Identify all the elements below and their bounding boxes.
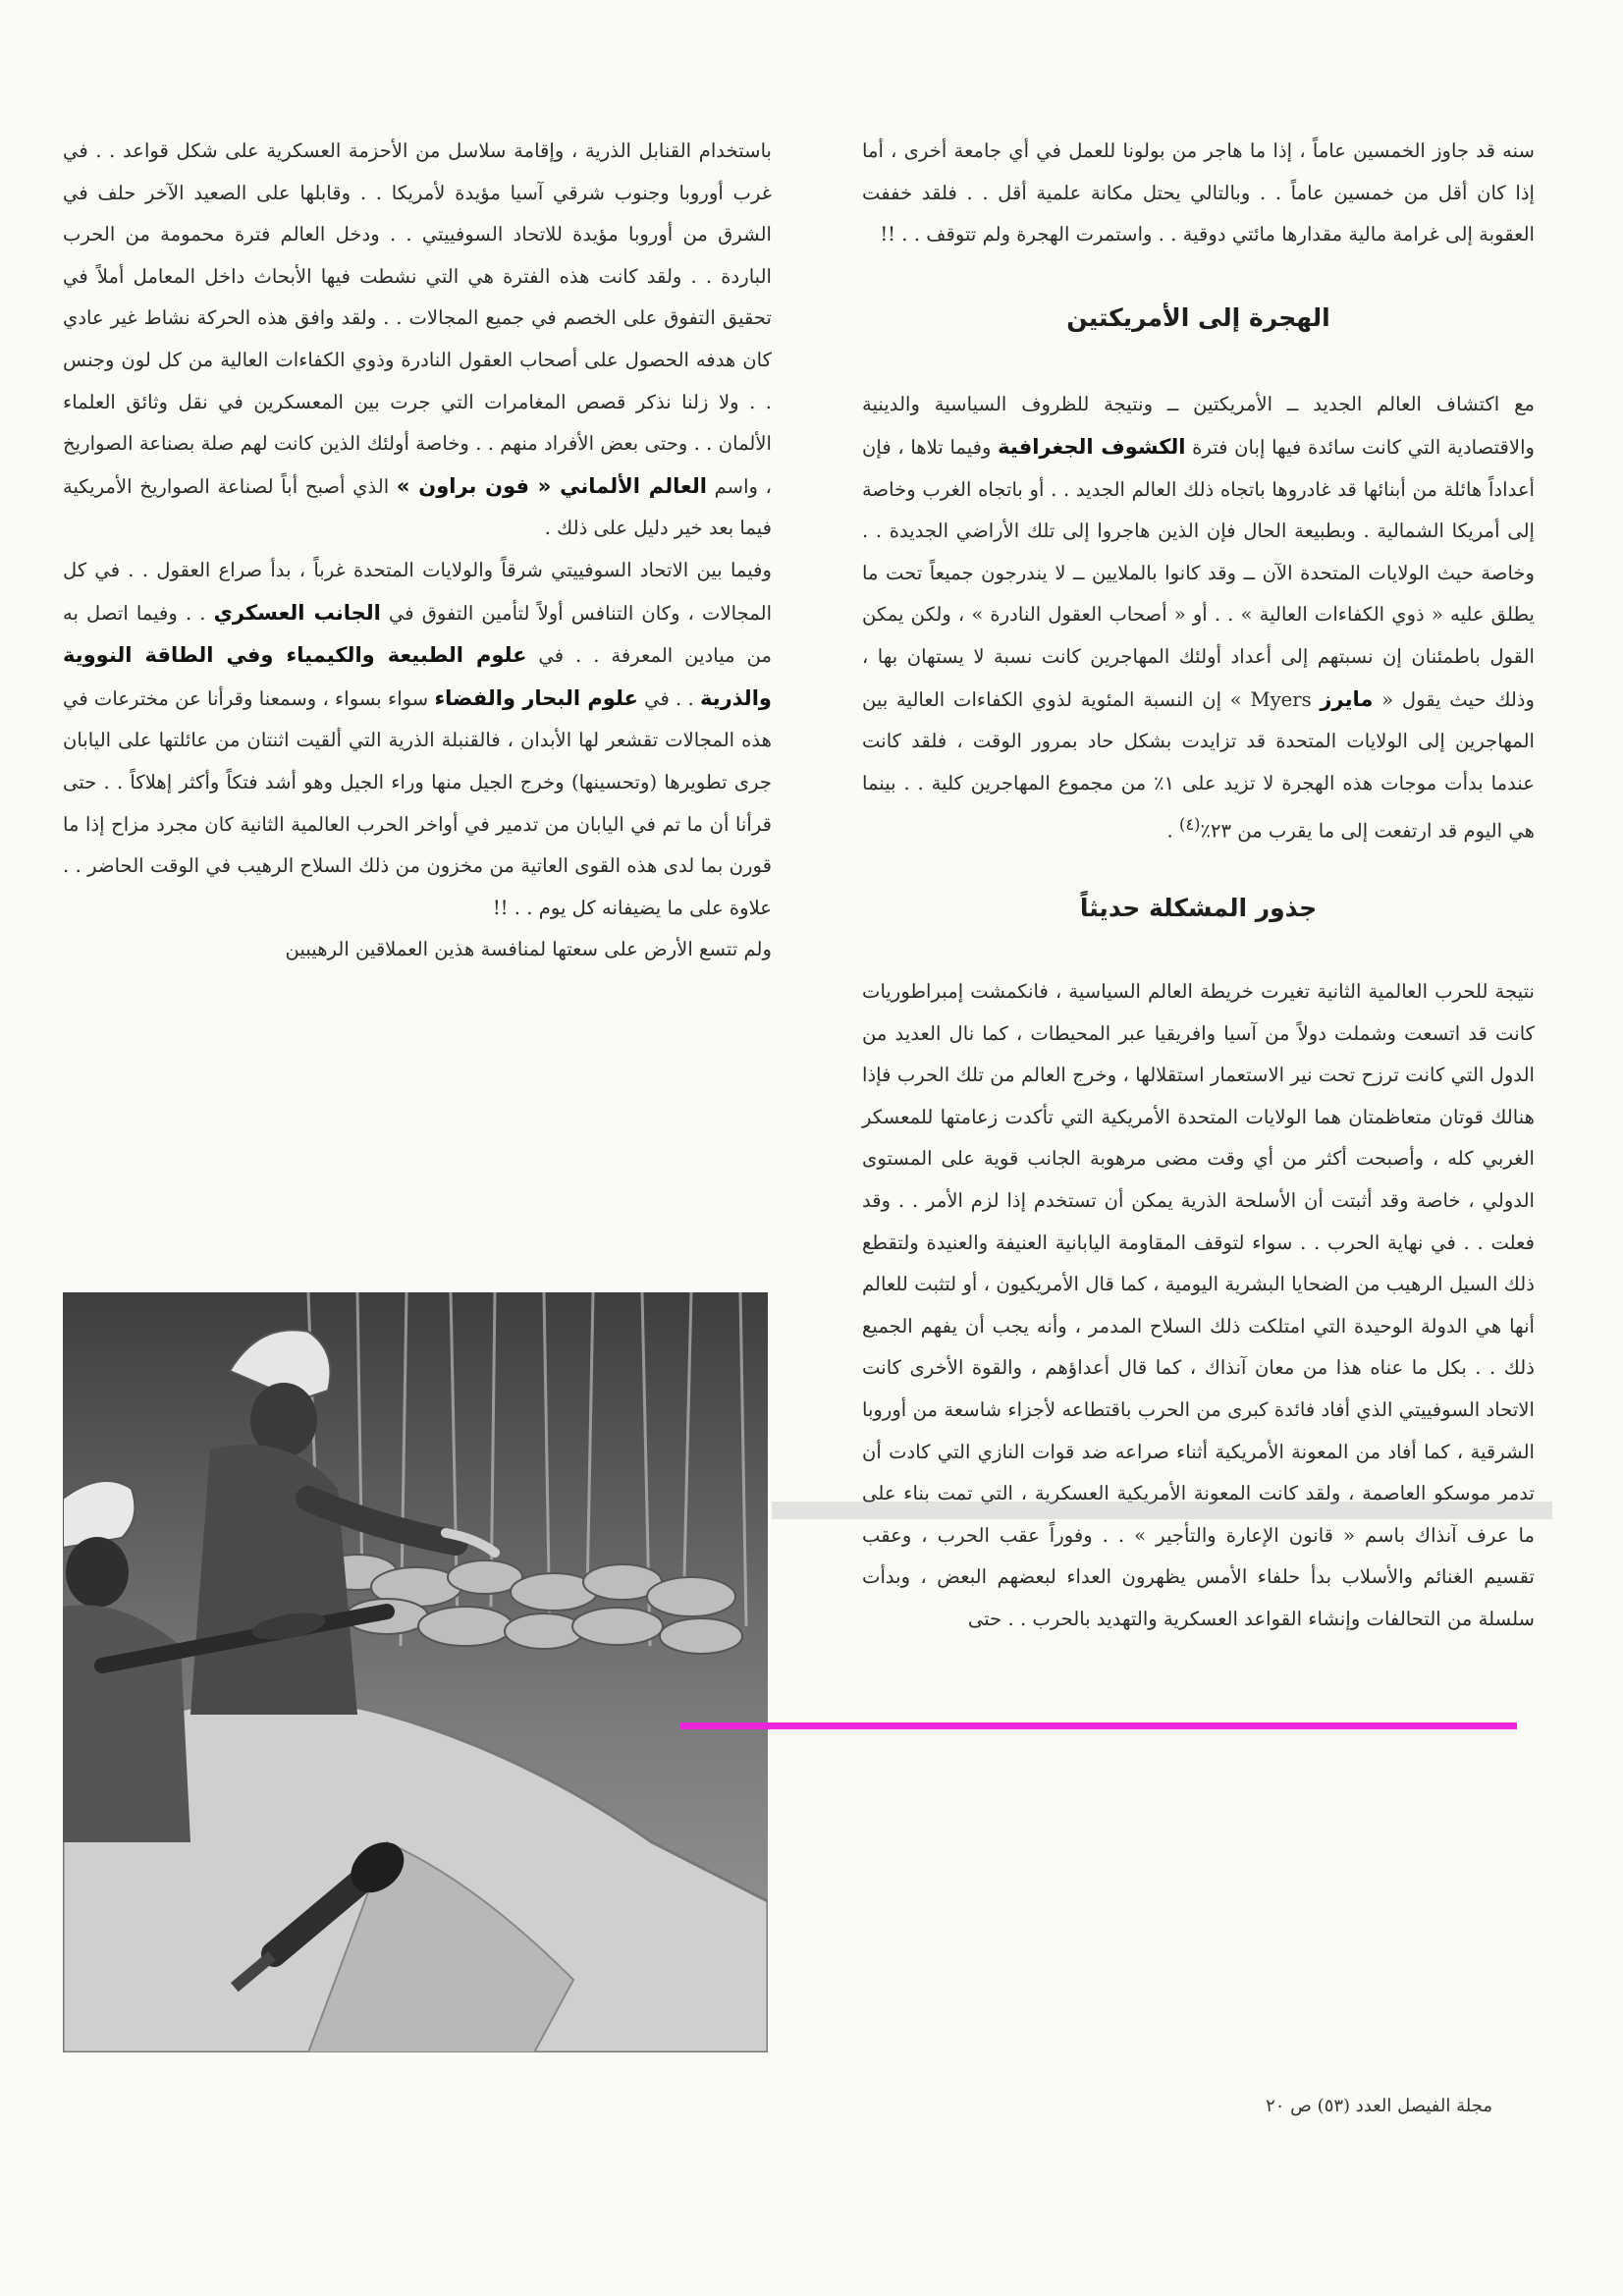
roots-paragraph: نتيجة للحرب العالمية الثانية تغيرت خريطة العالم السياسية ، فانكمشت إمبراطوريات كانت قد اتسعت وشملت دولاً من آسيا وافريقيا عبر المحيطات ، كما نال العديد من الدول التي كانت ترزح تحت نير الاستعمار استقلالها ، وخرج العالم من تلك الحرب فإذا هنالك قوتان متعاظمتان هما الولايات المتحدة الأمريكية التي تأكدت زعامتها للمعسكر الغربي كله ، وأصبحت أكثر من أي وقت مضى مرهوبة الجانب قوية على المستوى الدولي ، خاصة وقد أثبتت أن الأسلحة الذرية يمكن أن تستخدم إذا لزم الأمر . . وقد فعلت . . في نهاية الحرب . . سواء لتوقف المقاومة اليابانية العنيفة والعنيدة ولتقطع ذلك السيل الرهيب من الضحايا البشرية اليومية ، كما قال الأمريكيون ، أو لتثبت للعالم أنها هي الدولة الوحيدة التي امتلكت ذلك السلاح المدمر ، وأنه يجب أن يفهم الجميع ذلك . . بكل ما عناه هذا من معان آنذاك ، كما قال أعداؤهم ، والقوة الأخرى كانت الاتحاد السوفييتي الذي أفاد فائدة كبرى من الحرب باقتطاعه لأجزاء شاسعة من أوروبا الشرقية ، كما أفاد من المعونة الأمريكية أثناء صراعه ضد قوات النازي التي كادت أن تدمر موسكو العاصمة ، ولقد كانت المعونة الأمريكية العسكرية ، التي تمت بناء على ما عرف آنذاك باسم « قانون الإعارة والتأجير » . . وفوراً عقب الحرب ، وعقب تقسيم الغنائم والأسلاب بدأ حلفاء الأمس يظهرون العداء لبعضهم البعض ، وبدأت سلسلة من التحالفات وإنشاء القواعد العسكرية والتهديد بالحرب . . حتى — [862, 980, 1535, 1630]
soldiers-photo-drawing — [63, 1292, 768, 2052]
magenta-scan-line — [680, 1722, 1517, 1729]
section-heading-migration: الهجرة إلى الأمريكتين — [1066, 302, 1330, 332]
myers-bold: مايرز — [1320, 686, 1374, 711]
geographic-discoveries-bold: الكشوف الجغرافية — [998, 434, 1186, 459]
intro-paragraph: سنه قد جاوز الخمسين عاماً ، إذا ما هاجر من بولونا للعمل في أي جامعة أخرى ، أما إذا كان أقل من خمسين عاماً . . وبالتالي يحتل مكانة علمية أقل . . فلقد خففت العقوبة إلى غرامة مالية مقدارها مائتي دوقية . . واستمرت الهجرة ولم تتوقف . . !! — [862, 139, 1535, 246]
migration-text-a: مع اكتشاف العالم الجديد ــ الأمريكتين ــ ونتيجة للظروف السياسية والدينية والاقتصادية التي كانت سائدة فيها إبان فترة — [862, 393, 1535, 459]
right-text-column — [862, 131, 1535, 1641]
military-side-bold: الجانب العسكري — [213, 600, 381, 625]
section-heading-roots: جذور المشكلة حديثاً — [1079, 894, 1318, 923]
cold-war-paragraph — [63, 131, 772, 550]
brain-race-text-d: سواء بسواء ، وسمعنا وقرأنا عن مخترعات في هذه المجالات تقشعر لها الأبدان ، فالقنبلة الذرية التي ألقيت اثنتان من عائلتها على اليابان جرى تطويرها (وتحسينها) وخرج الجيل منها وراء الجيل وهو أشد فتكاً وأكثر إهلاكاً . . حتى قرأنا أن ما تم في اليابان من تدمير في أواخر الحرب العالمية الثانية كان مجرد مزاح إذا ما قورن بما لدى هذه القوى العاتية من مخزون من ذلك السلاح الرهيب في الوقت الحاضر . . علاوة على ما يضيفانه كل يوم . . !! — [63, 686, 772, 919]
giants-paragraph: ولم تتسع الأرض على سعتها لمنافسة هذين العملاقين الرهيبين — [285, 938, 772, 961]
migration-text-c: Myers » إن النسبة المئوية لذوي الكفاءات العالية بين المهاجرين إلى الولايات المتحدة قد تزايدت بشكل حاد بمرور الوقت ، فلقد كانت عندما بدأت موجات هذه الهجرة لا تزيد على ١٪ من مجموع المهاجرين كلية . . بينما هي اليوم قد ارتفعت إلى ما يقرب من ٢٣٪ — [862, 687, 1535, 843]
migration-text-b: وفيما تلاها ، فإن أعداداً هائلة من أبنائها قد غادروها باتجاه ذلك العالم الجديد . . أو باتجاه الغرب وخاصة إلى أمريكا الشمالية . وبطبيعة الحال فإن الذين هاجروا إلى تلك الأراضي الجديدة . . وخاصة حيث الولايات المتحدة الآن ــ وقد كانوا بالملايين ــ لا يندرجون جميعاً تحت ما يطلق عليه « ذوي الكفاءات العالية » . . أو « أصحاب العقول النادرة » ، ولكن يمكن القول باطمئنان إن نسبتهم إلى أعداد أولئك المهاجرين كانت نسبة لا يستهان بها ، وذلك حيث يقول « — [862, 435, 1535, 711]
brain-race-paragraph — [63, 550, 772, 929]
brain-race-text-a: وفيما بين الاتحاد السوفييتي شرقاً والولايات المتحدة غرباً ، بدأ صراع العقول . . في كل المجالات ، وكان التنافس أولاً لتأمين التفوق في — [63, 558, 773, 625]
cold-war-text-a: باستخدام القنابل الذرية ، وإقامة سلاسل من الأحزمة العسكرية على شكل قواعد . . في غرب أوروبا وجنوب شرقي آسيا مؤيدة لأمريكا . . وقابلها على الصعيد الآخر حلف في الشرق من أوروبا مؤيدة للاتحاد السوفييتي . . ودخل العالم فترة محمومة من الحرب الباردة . . ولقد كانت هذه الفترة هي التي نشطت فيها الأبحاث داخل المعامل أملاً في تحقيق التفوق على الخصم في جميع المجالات . . ولقد وافق هذه الحركة نشاط غير عادي كان هدفه الحصول على أصحاب العقول النادرة وذوي الكفاءات العالية من كل لون وجنس . . ولا زلنا نذكر قصص المغامرات التي جرت بين المعسكرين في نقل وثائق العلماء الألمان . . وحتى بعض الأفراد منهم . . وخاصة أولئك الذين كانت لهم صلة بصناعة الصواريخ ، واسم — [63, 139, 772, 498]
brain-race-text-c: . . في — [644, 686, 694, 710]
soldiers-photo — [63, 1292, 768, 2052]
brain-race-text-b: . . وفيما اتصل به من ميادين المعرفة . . في — [63, 601, 772, 668]
sea-space-bold: علوم البحار والفضاء — [434, 685, 638, 710]
left-text-column — [63, 131, 772, 971]
migration-paragraph: مع اكتشاف العالم الجديد ــ الأمريكتين ــ ونتيجة للظروف السياسية والدينية والاقتصادية التي كانت سائدة فيها إبان فترة الكشوف الجغرافية وفيما تلاها ، فإن أعداداً هائلة من أبنائها قد غادروها باتجاه ذلك العالم الجديد . . أو باتجاه الغرب وخاصة إلى أمريكا الشمالية . وبطبيعة الحال فإن الذين هاجروا إلى تلك الأراضي الجديدة . . وخاصة حيث الولايات المتحدة الآن ــ وقد كانوا بالملايين ــ لا يندرجون جميعاً تحت ما يطلق عليه « ذوي الكفاءات العالية » . . أو « أصحاب العقول النادرة » ، ولكن يمكن القول باطمئنان إن نسبتهم إلى أعداد أولئك المهاجرين كانت نسبة لا يستهان بها ، وذلك حيث يقول « مايرز Myers » إن النسبة المئوية لذوي الكفاءات العالية بين المهاجرين إلى الولايات المتحدة قد تزايدت بشكل حاد بمرور الوقت ، فلقد كانت عندما بدأت موجات هذه الهجرة لا تزيد على ١٪ من مجموع المهاجرين كلية . . بينما هي اليوم قد ارتفعت إلى ما يقرب من ٢٣٪$^{(٤)}$ . — [862, 393, 1535, 843]
page-footer: مجلة الفيصل العدد (٥٣) ص ٢٠ — [1266, 2096, 1492, 2116]
cold-war-text-b: الذي أصبح أباً لصناعة الصواريخ الأمريكية فيما بعد خير دليل على ذلك . — [63, 474, 772, 540]
scan-band — [772, 1502, 1552, 1519]
von-braun-bold: العالم الألماني « فون براون » — [396, 473, 707, 498]
footnote-marker: (٤) — [1178, 815, 1201, 835]
sciences-bold: علوم الطبيعة والكيمياء وفي الطاقة النووية والذرية — [63, 643, 772, 710]
